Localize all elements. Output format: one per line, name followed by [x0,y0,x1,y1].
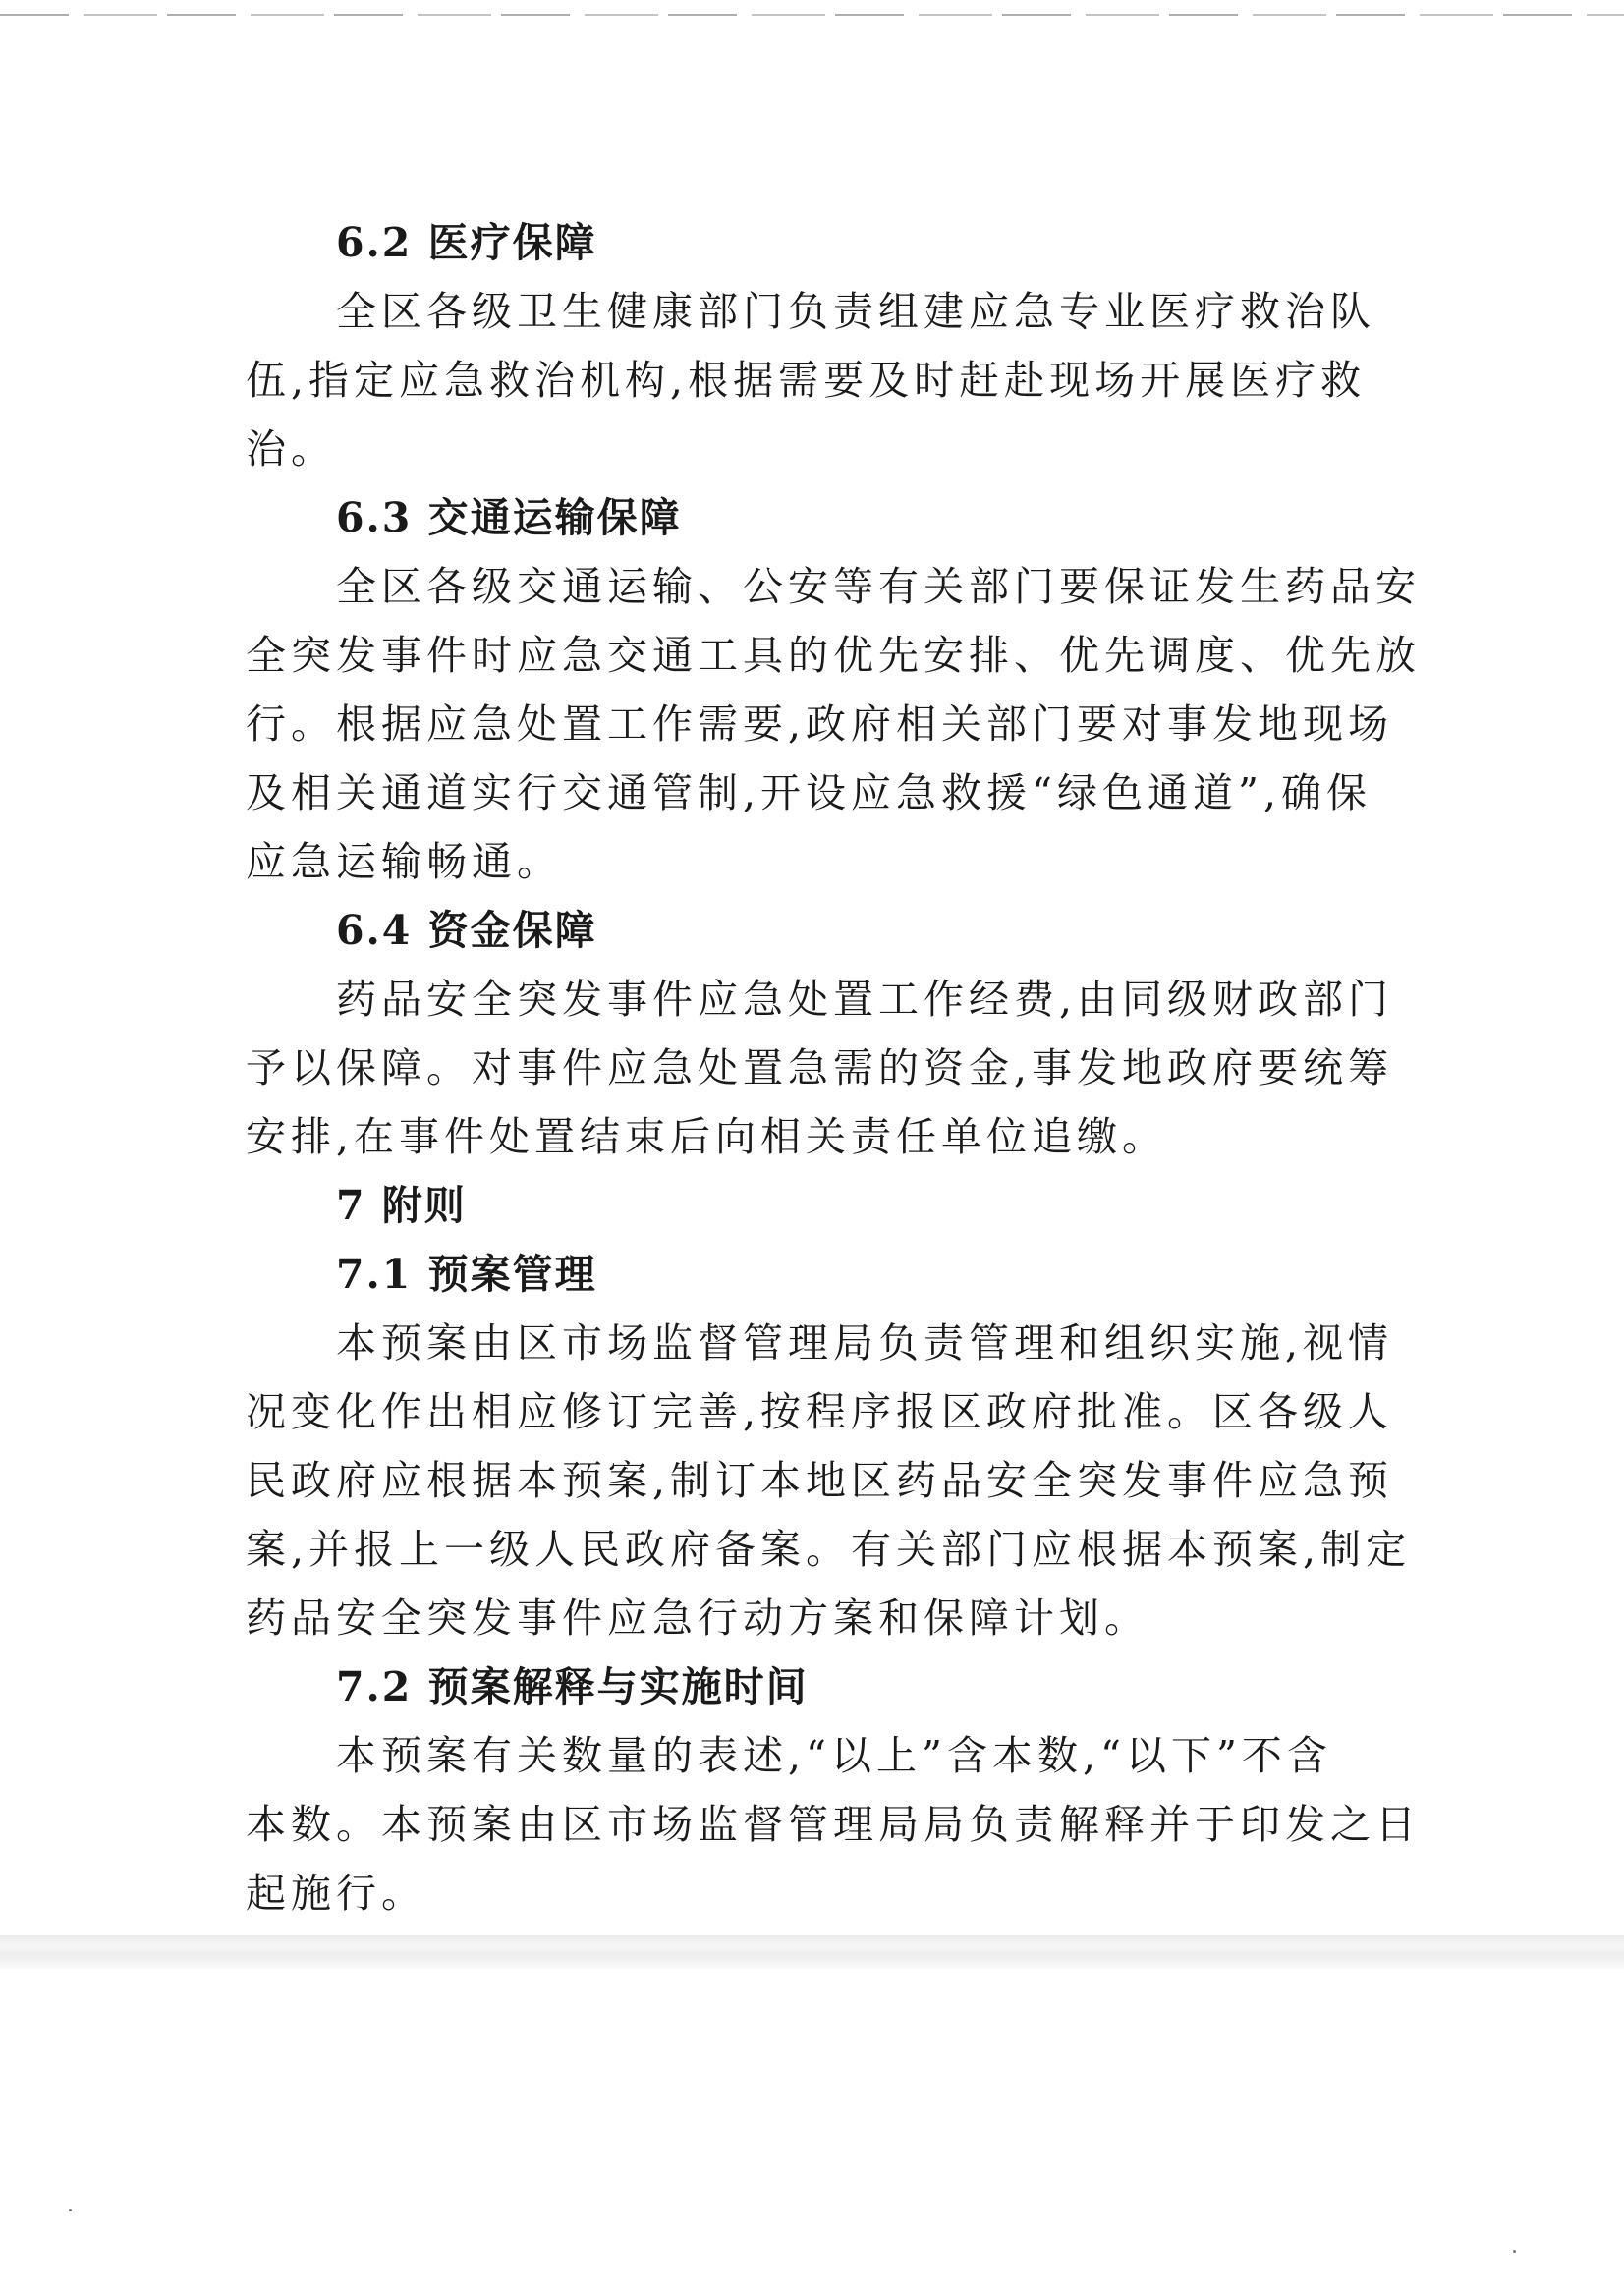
text-line: 药品安全突发事件应急行动方案和保障计划。 [246,1595,1149,1642]
text-line: 本数。本预案由区市场监督管理局局负责解释并于印发之日 [246,1801,1421,1848]
text-line: 全区各级卫生健康部门负责组建应急专业医疗救治队 [336,288,1375,335]
section-heading: 6.3 交通运输保障 [336,494,682,541]
text-line: 本预案有关数量的表述,“以上”含本数,“以下”不含 [336,1732,1332,1779]
section-paragraph [246,965,1394,1171]
scan-speck [69,2209,72,2211]
section-paragraph [246,1721,1421,1928]
section-heading: 6.4 资金保障 [336,907,597,954]
document-body [246,208,1421,1928]
text-line: 及相关通道实行交通管制,开设应急救援“绿色通道”,确保 [246,769,1372,816]
text-line: 民政府应根据本预案,制订本地区药品安全突发事件应急预 [246,1457,1394,1504]
text-line: 本预案由区市场监督管理局负责管理和组织实施,视情 [336,1319,1394,1367]
text-line: 全突发事件时应急交通工具的优先安排、优先调度、优先放 [246,632,1421,679]
text-line: 药品安全突发事件应急处置工作经费,由同级财政部门 [336,976,1394,1023]
scan-speck [1513,2250,1516,2253]
chapter-heading: 7 附则 [336,1182,467,1229]
section-heading: 7.1 预案管理 [336,1251,597,1298]
section-heading: 6.2 医疗保障 [336,219,597,266]
section-paragraph [246,277,1385,483]
section-heading: 7.2 预案解释与实施时间 [336,1663,809,1710]
text-line: 伍,指定应急救治机构,根据需要及时赶赴现场开展医疗救 [246,357,1367,404]
scan-edge-line [0,14,1624,16]
text-line: 应急运输畅通。 [246,838,562,885]
text-line: 案,并报上一级人民政府备案。有关部门应根据本预案,制定 [246,1526,1412,1573]
text-line: 治。 [246,425,336,473]
section-paragraph [246,1309,1412,1652]
text-line: 安排,在事件处置结束后向相关责任单位追缴。 [246,1113,1168,1160]
text-line: 行。根据应急处置工作需要,政府相关部门要对事发地现场 [246,700,1394,748]
text-line: 予以保障。对事件应急处置急需的资金,事发地政府要统筹 [246,1044,1394,1092]
text-line: 况变化作出相应修订完善,按程序报区政府批准。区各级人 [246,1388,1394,1435]
text-line: 起施行。 [246,1870,426,1917]
text-line: 全区各级交通运输、公安等有关部门要保证发生药品安 [336,563,1421,610]
section-paragraph [246,552,1421,896]
scan-fold-band [0,1935,1624,1969]
